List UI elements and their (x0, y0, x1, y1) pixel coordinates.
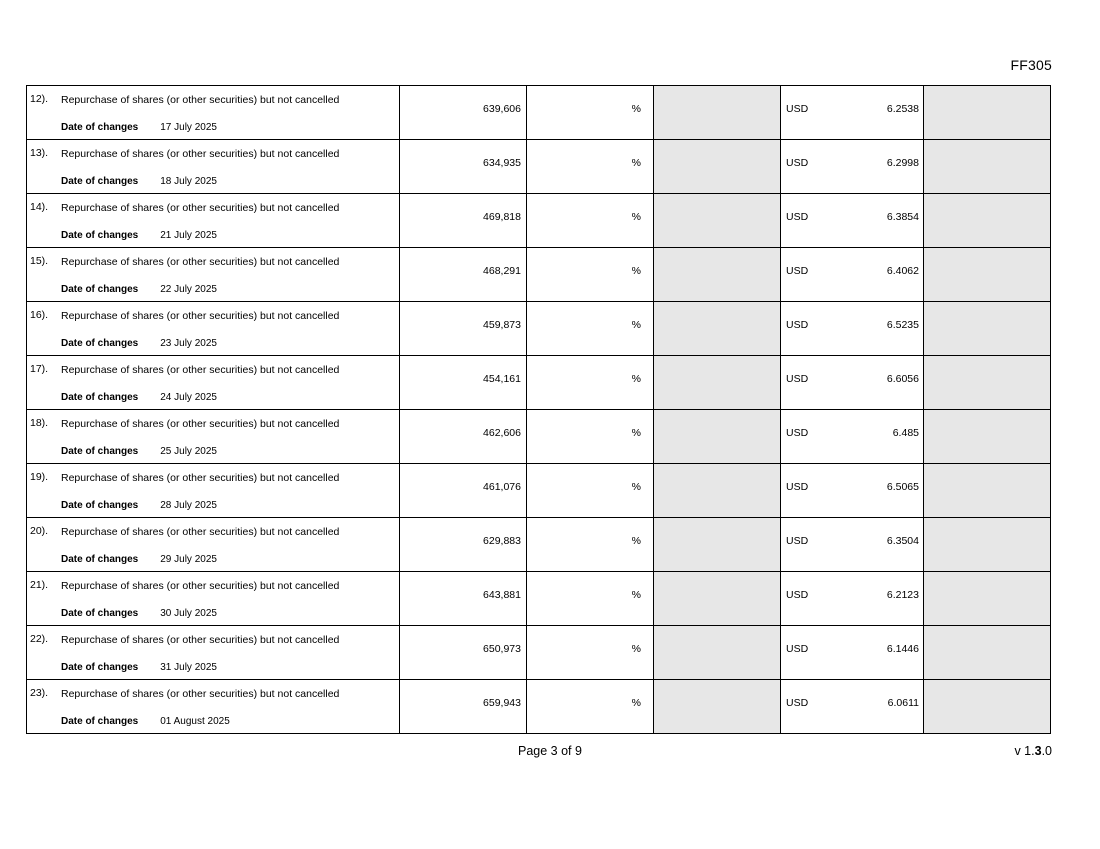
row-index: 15). (30, 255, 49, 267)
row-description: Repurchase of shares (or other securities) but not cancelled (61, 472, 340, 484)
date-value: 31 July 2025 (160, 662, 217, 673)
table-row (27, 140, 1051, 194)
cell-shaded-left (654, 302, 781, 356)
date-of-changes (61, 446, 395, 457)
cell-number-of-shares (400, 248, 527, 302)
cell-currency-price (781, 464, 924, 518)
cell-percent (527, 140, 654, 194)
shaded-area (924, 464, 1050, 517)
currency-block (781, 626, 923, 679)
shaded-area (924, 194, 1050, 247)
cell-number-of-shares (400, 86, 527, 140)
currency-block (781, 356, 923, 409)
cell-description (27, 140, 400, 194)
cell-percent (527, 410, 654, 464)
version-label (1014, 744, 1052, 758)
page-footer (0, 744, 1100, 764)
price-value: 6.4062 (886, 265, 919, 277)
cell-shaded-right (924, 572, 1051, 626)
cell-description (27, 626, 400, 680)
number-value: 643,881 (483, 589, 521, 601)
shaded-area (924, 680, 1050, 733)
cell-currency-price (781, 302, 924, 356)
cell-description (27, 410, 400, 464)
shaded-area (654, 86, 780, 139)
cell-currency-price (781, 356, 924, 410)
row-index: 21). (30, 579, 49, 591)
number-value: 650,973 (483, 643, 521, 655)
percent-value: % (631, 697, 641, 709)
shaded-area (924, 572, 1050, 625)
cell-shaded-left (654, 356, 781, 410)
cell-shaded-left (654, 464, 781, 518)
shaded-area (654, 302, 780, 355)
cell-description (27, 86, 400, 140)
table-row (27, 626, 1051, 680)
currency-code: USD (786, 481, 809, 493)
date-value: 23 July 2025 (160, 338, 217, 349)
number-value: 462,606 (483, 427, 521, 439)
cell-number-of-shares (400, 356, 527, 410)
shaded-area (924, 248, 1050, 301)
cell-shaded-left (654, 410, 781, 464)
percent-value: % (631, 103, 641, 115)
shaded-area (654, 518, 780, 571)
cell-shaded-right (924, 410, 1051, 464)
date-of-changes (61, 392, 395, 403)
percent-value: % (631, 427, 641, 439)
cell-description (27, 248, 400, 302)
date-value: 30 July 2025 (160, 608, 217, 619)
currency-block (781, 572, 923, 625)
shaded-area (654, 572, 780, 625)
date-of-changes (61, 122, 395, 133)
cell-shaded-right (924, 518, 1051, 572)
cell-currency-price (781, 194, 924, 248)
row-description: Repurchase of shares (or other securities) but not cancelled (61, 418, 340, 430)
date-of-changes (61, 284, 395, 295)
shaded-area (654, 194, 780, 247)
date-label: Date of changes (61, 554, 139, 565)
price-value: 6.3504 (886, 535, 919, 547)
table-row (27, 194, 1051, 248)
currency-code: USD (786, 211, 809, 223)
cell-shaded-right (924, 356, 1051, 410)
currency-code: USD (786, 697, 809, 709)
cell-number-of-shares (400, 194, 527, 248)
date-label: Date of changes (61, 338, 139, 349)
price-value: 6.2538 (886, 103, 919, 115)
date-of-changes (61, 662, 395, 673)
row-description: Repurchase of shares (or other securities) but not cancelled (61, 634, 340, 646)
price-value: 6.485 (892, 427, 919, 439)
cell-shaded-left (654, 194, 781, 248)
description-block (27, 302, 399, 355)
cell-currency-price (781, 248, 924, 302)
cell-number-of-shares (400, 626, 527, 680)
changes-table (26, 85, 1051, 734)
number-value: 634,935 (483, 157, 521, 169)
date-value: 28 July 2025 (160, 500, 217, 511)
date-label: Date of changes (61, 122, 139, 133)
price-value: 6.6056 (886, 373, 919, 385)
shaded-area (924, 140, 1050, 193)
cell-currency-price (781, 140, 924, 194)
shaded-area (654, 410, 780, 463)
date-value: 17 July 2025 (160, 122, 217, 133)
cell-currency-price (781, 680, 924, 734)
date-value: 18 July 2025 (160, 176, 217, 187)
currency-block (781, 680, 923, 733)
shaded-area (924, 302, 1050, 355)
date-value: 29 July 2025 (160, 554, 217, 565)
row-index: 19). (30, 471, 49, 483)
currency-code: USD (786, 157, 809, 169)
shaded-area (654, 464, 780, 517)
row-index: 12). (30, 93, 49, 105)
cell-description (27, 302, 400, 356)
cell-number-of-shares (400, 302, 527, 356)
table-row (27, 464, 1051, 518)
date-label: Date of changes (61, 608, 139, 619)
row-index: 14). (30, 201, 49, 213)
row-index: 20). (30, 525, 49, 537)
row-description: Repurchase of shares (or other securities) but not cancelled (61, 148, 340, 160)
table-row (27, 680, 1051, 734)
currency-block (781, 518, 923, 571)
shaded-area (924, 410, 1050, 463)
percent-value: % (631, 643, 641, 655)
number-value: 639,606 (483, 103, 521, 115)
percent-value: % (631, 265, 641, 277)
description-block (27, 626, 399, 679)
table-row (27, 356, 1051, 410)
shaded-area (924, 626, 1050, 679)
date-of-changes (61, 230, 395, 241)
percent-value: % (631, 373, 641, 385)
number-value: 454,161 (483, 373, 521, 385)
cell-description (27, 572, 400, 626)
percent-value: % (631, 481, 641, 493)
cell-shaded-right (924, 248, 1051, 302)
date-label: Date of changes (61, 230, 139, 241)
date-value: 21 July 2025 (160, 230, 217, 241)
cell-currency-price (781, 86, 924, 140)
cell-shaded-left (654, 140, 781, 194)
cell-percent (527, 518, 654, 572)
currency-code: USD (786, 265, 809, 277)
number-value: 629,883 (483, 535, 521, 547)
cell-percent (527, 464, 654, 518)
currency-block (781, 248, 923, 301)
shaded-area (654, 626, 780, 679)
number-value: 468,291 (483, 265, 521, 277)
description-block (27, 86, 399, 139)
row-index: 16). (30, 309, 49, 321)
row-description: Repurchase of shares (or other securities) but not cancelled (61, 580, 340, 592)
cell-currency-price (781, 518, 924, 572)
cell-percent (527, 248, 654, 302)
description-block (27, 518, 399, 571)
version-prefix: v 1. (1014, 744, 1035, 758)
date-label: Date of changes (61, 500, 139, 511)
row-description: Repurchase of shares (or other securities) but not cancelled (61, 94, 340, 106)
row-description: Repurchase of shares (or other securities) but not cancelled (61, 526, 340, 538)
cell-shaded-left (654, 572, 781, 626)
cell-shaded-right (924, 86, 1051, 140)
number-value: 459,873 (483, 319, 521, 331)
number-value: 461,076 (483, 481, 521, 493)
shaded-area (654, 248, 780, 301)
date-label: Date of changes (61, 662, 139, 673)
cell-shaded-left (654, 86, 781, 140)
row-index: 22). (30, 633, 49, 645)
cell-percent (527, 572, 654, 626)
currency-block (781, 410, 923, 463)
currency-code: USD (786, 103, 809, 115)
shaded-area (924, 86, 1050, 139)
version-major: 3 (1034, 744, 1042, 758)
changes-table-body (27, 86, 1051, 734)
row-index: 18). (30, 417, 49, 429)
currency-block (781, 194, 923, 247)
description-block (27, 356, 399, 409)
cell-shaded-right (924, 194, 1051, 248)
date-label: Date of changes (61, 176, 139, 187)
cell-percent (527, 86, 654, 140)
currency-code: USD (786, 535, 809, 547)
currency-block (781, 86, 923, 139)
cell-shaded-right (924, 464, 1051, 518)
row-description: Repurchase of shares (or other securities) but not cancelled (61, 688, 340, 700)
currency-code: USD (786, 427, 809, 439)
cell-shaded-right (924, 140, 1051, 194)
cell-description (27, 464, 400, 518)
date-of-changes (61, 176, 395, 187)
cell-percent (527, 302, 654, 356)
cell-number-of-shares (400, 572, 527, 626)
currency-block (781, 464, 923, 517)
price-value: 6.5065 (886, 481, 919, 493)
row-description: Repurchase of shares (or other securities) but not cancelled (61, 202, 340, 214)
cell-description (27, 356, 400, 410)
cell-shaded-right (924, 302, 1051, 356)
row-description: Repurchase of shares (or other securities) but not cancelled (61, 310, 340, 322)
date-value: 01 August 2025 (160, 716, 230, 727)
description-block (27, 572, 399, 625)
description-block (27, 194, 399, 247)
date-of-changes (61, 500, 395, 511)
table-row (27, 572, 1051, 626)
shaded-area (654, 140, 780, 193)
table-row (27, 248, 1051, 302)
cell-number-of-shares (400, 680, 527, 734)
date-value: 24 July 2025 (160, 392, 217, 403)
cell-shaded-left (654, 518, 781, 572)
date-value: 22 July 2025 (160, 284, 217, 295)
currency-code: USD (786, 319, 809, 331)
date-of-changes (61, 554, 395, 565)
form-code: FF305 (1010, 57, 1052, 73)
cell-percent (527, 680, 654, 734)
price-value: 6.2998 (886, 157, 919, 169)
price-value: 6.0611 (887, 697, 919, 709)
price-value: 6.5235 (886, 319, 919, 331)
description-block (27, 680, 399, 733)
row-description: Repurchase of shares (or other securities) but not cancelled (61, 364, 340, 376)
date-label: Date of changes (61, 446, 139, 457)
currency-code: USD (786, 373, 809, 385)
cell-shaded-right (924, 626, 1051, 680)
price-value: 6.1446 (886, 643, 919, 655)
table-row (27, 302, 1051, 356)
table-row (27, 410, 1051, 464)
row-index: 17). (30, 363, 49, 375)
description-block (27, 410, 399, 463)
cell-shaded-right (924, 680, 1051, 734)
cell-currency-price (781, 410, 924, 464)
date-label: Date of changes (61, 716, 139, 727)
cell-number-of-shares (400, 140, 527, 194)
shaded-area (924, 356, 1050, 409)
cell-currency-price (781, 626, 924, 680)
version-suffix: .0 (1041, 744, 1052, 758)
currency-block (781, 140, 923, 193)
date-value: 25 July 2025 (160, 446, 217, 457)
date-of-changes (61, 338, 395, 349)
cell-description (27, 194, 400, 248)
description-block (27, 464, 399, 517)
currency-block (781, 302, 923, 355)
date-of-changes (61, 608, 395, 619)
percent-value: % (631, 157, 641, 169)
cell-shaded-left (654, 680, 781, 734)
cell-percent (527, 626, 654, 680)
currency-code: USD (786, 589, 809, 601)
cell-percent (527, 356, 654, 410)
page-number: Page 3 of 9 (518, 744, 582, 758)
date-label: Date of changes (61, 284, 139, 295)
cell-percent (527, 194, 654, 248)
shaded-area (924, 518, 1050, 571)
cell-currency-price (781, 572, 924, 626)
row-index: 23). (30, 687, 49, 699)
shaded-area (654, 356, 780, 409)
percent-value: % (631, 589, 641, 601)
cell-description (27, 518, 400, 572)
price-value: 6.2123 (886, 589, 919, 601)
description-block (27, 248, 399, 301)
date-of-changes (61, 716, 395, 727)
cell-shaded-left (654, 626, 781, 680)
cell-description (27, 680, 400, 734)
cell-number-of-shares (400, 518, 527, 572)
table-row (27, 518, 1051, 572)
currency-code: USD (786, 643, 809, 655)
shaded-area (654, 680, 780, 733)
percent-value: % (631, 211, 641, 223)
percent-value: % (631, 535, 641, 547)
cell-number-of-shares (400, 464, 527, 518)
row-index: 13). (30, 147, 49, 159)
description-block (27, 140, 399, 193)
number-value: 659,943 (483, 697, 521, 709)
date-label: Date of changes (61, 392, 139, 403)
cell-number-of-shares (400, 410, 527, 464)
percent-value: % (631, 319, 641, 331)
cell-shaded-left (654, 248, 781, 302)
row-description: Repurchase of shares (or other securities) but not cancelled (61, 256, 340, 268)
table-row (27, 86, 1051, 140)
number-value: 469,818 (483, 211, 521, 223)
price-value: 6.3854 (886, 211, 919, 223)
